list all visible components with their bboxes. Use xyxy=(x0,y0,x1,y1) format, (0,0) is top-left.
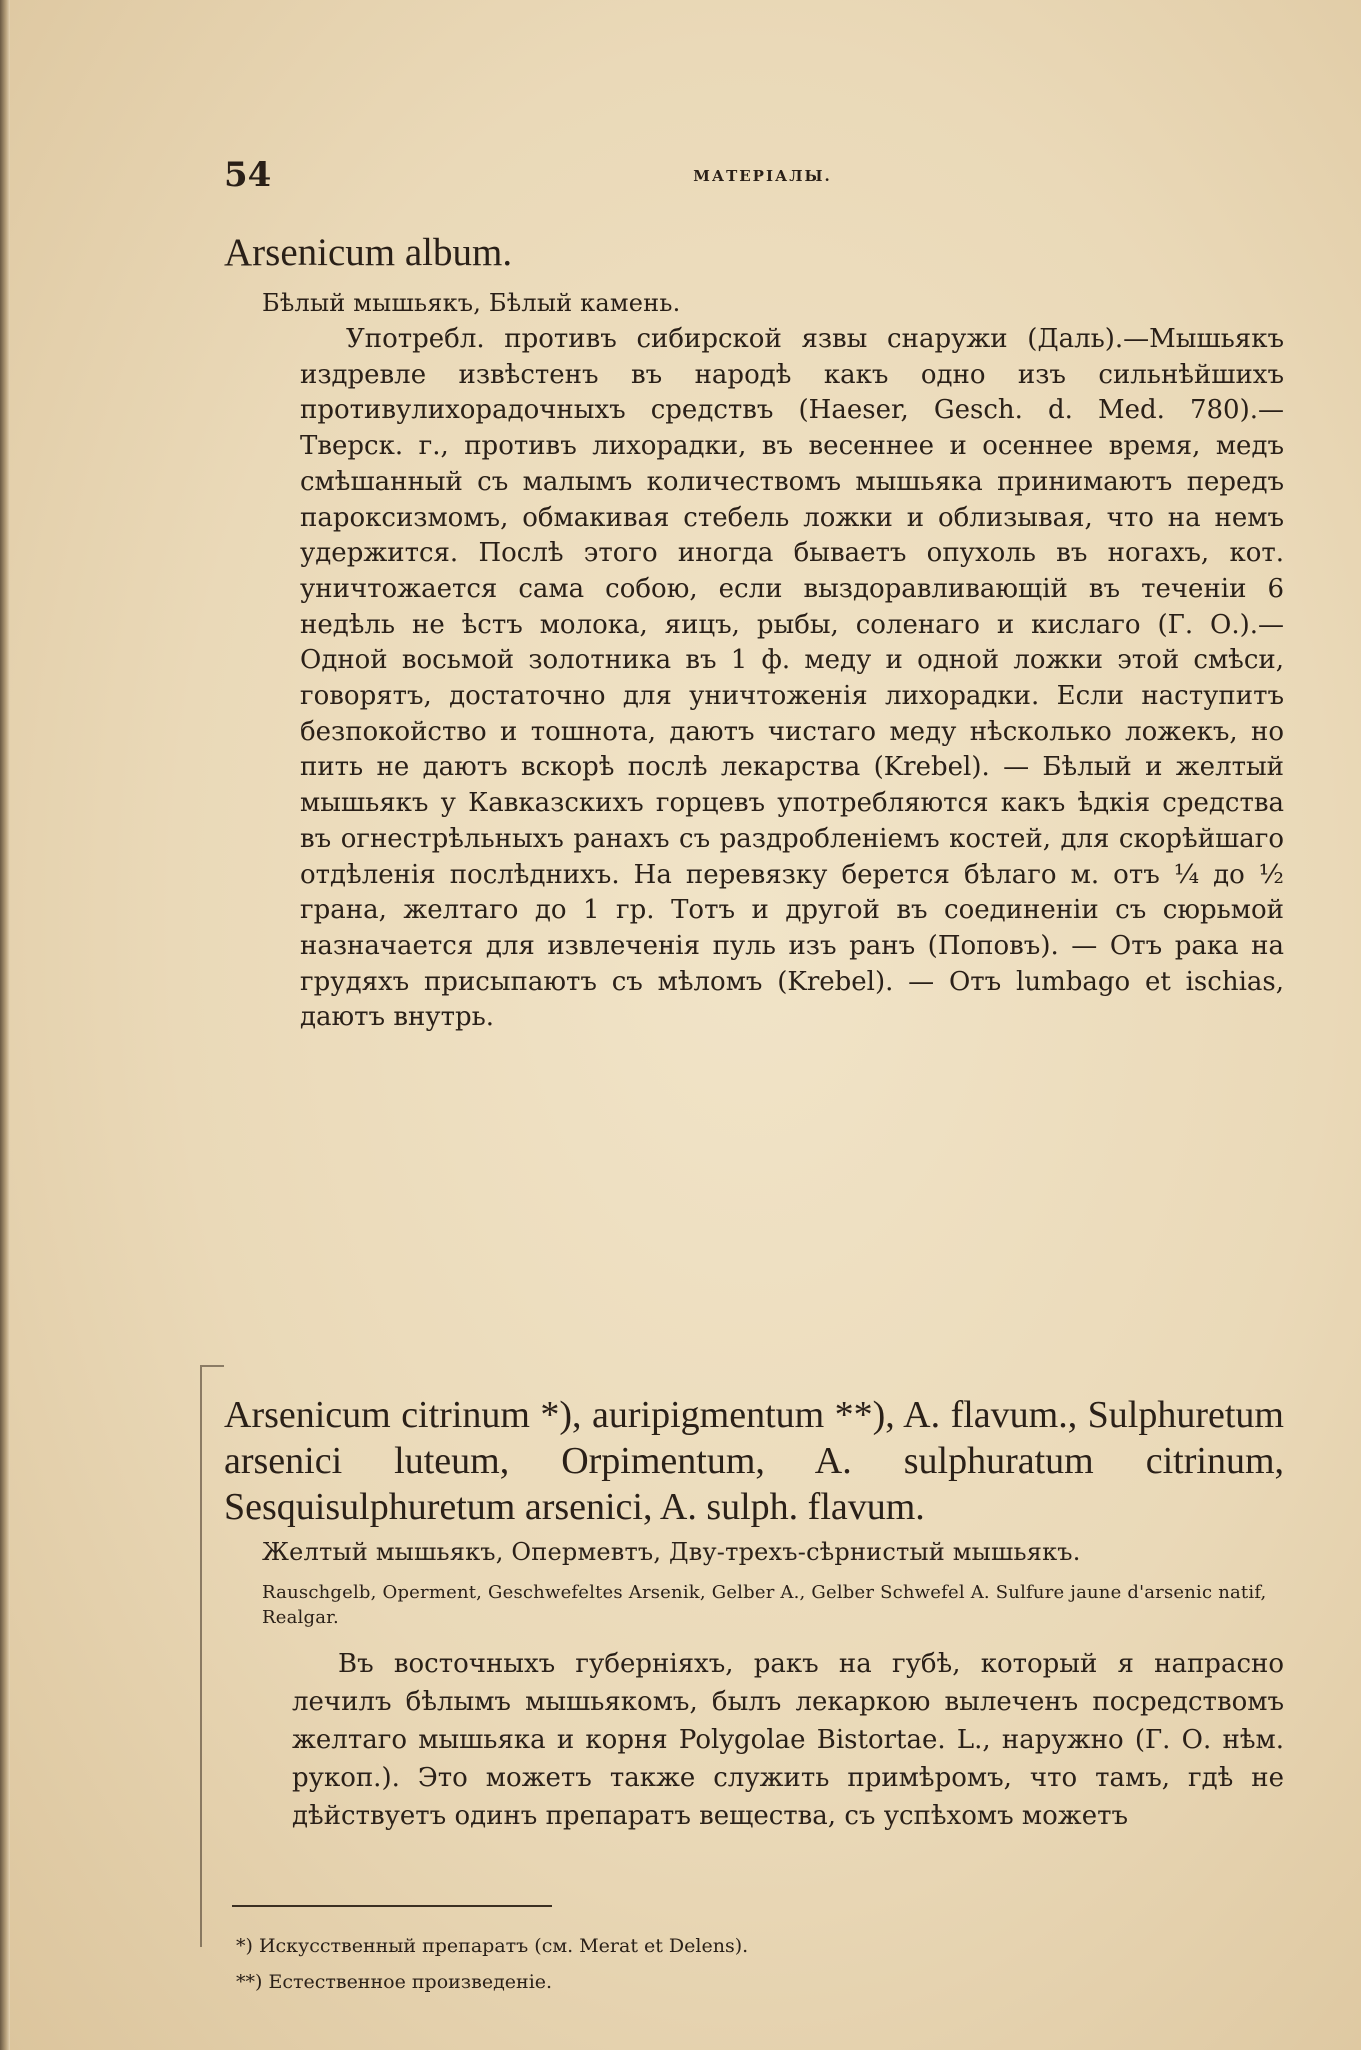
book-page xyxy=(10,0,1361,2050)
footnote-1: *) Искусственный препаратъ (см. Merat et Delens). xyxy=(236,1935,749,1957)
entry2-title: Arsenicum citrinum *), auripigmentum **), A. flavum., Sulphuretum arsenici luteum, Orpimentum, A. sulphuratum citrinum, Sesquisulphuretum arsenici, A. sulph. flavum. xyxy=(224,1394,1284,1528)
running-head: МАТЕРІАЛЫ. xyxy=(693,167,832,185)
entry2-body: Въ восточныхъ губерніяхъ, ракъ на губѣ, который я напрасно лечилъ бѣлымъ мышьякомъ, былъ лекаркою вылеченъ посредствомъ желтаго мышьяка и корня Polygolae Bistortae. L., наружно (Г. О. нѣм. рукоп.). Это можетъ также служить примѣромъ, что тамъ, гдѣ не дѣйствуетъ одинъ препаратъ вещества, съ успѣхомъ можетъ xyxy=(292,1649,1284,1831)
footnote-rule xyxy=(232,1905,552,1907)
entry1-russian-names: Бѣлый мышьякъ, Бѣлый камень. xyxy=(262,289,681,317)
entry2-foreign-names: Rauschgelb, Operment, Geschwefeltes Arsenik, Gelber A., Gelber Schwefel A. Sulfure jaune d'arsenic natif, Realgar. xyxy=(262,1582,1267,1628)
footnote-2: **) Естественное произведеніе. xyxy=(236,1971,553,1993)
entry1-title: Arsenicum album. xyxy=(224,231,513,274)
page-header xyxy=(224,155,1301,195)
margin-bracket-mark xyxy=(200,1365,224,1947)
page-number: 54 xyxy=(224,155,272,195)
binding-edge xyxy=(0,0,10,2050)
entry2-russian-names: Желтый мышьякъ, Опермевтъ, Дву-трехъ-сѣрнистый мышьякъ. xyxy=(262,1538,1081,1566)
footnotes xyxy=(236,1928,748,2000)
entry1-body: Употребл. противъ сибирской язвы снаружи (Даль).—Мышьякъ издревле извѣстенъ въ народѣ какъ одно изъ сильнѣйшихъ противулихорадочныхъ средствъ (Haeser, Gesch. d. Med. 780).—Тверск. г., противъ лихорадки, въ весеннее и осеннее время, медъ смѣшанный съ малымъ количествомъ мышьяка принимаютъ передъ пароксизмомъ, обмакивая стебель ложки и облизывая, что на немъ удержится. Послѣ этого иногда бываетъ опухоль въ ногахъ, кот. уничтожается сама собою, если выздоравливающій въ теченіи 6 недѣль не ѣстъ молока, яицъ, рыбы, соленаго и кислаго (Г. О.).—Одной восьмой золотника въ 1 ф. меду и одной ложки этой смѣси, говорятъ, достаточно для уничтоженія лихорадки. Если наступитъ безпокойство и тошнота, даютъ чистаго меду нѣсколько ложекъ, но пить не даютъ вскорѣ послѣ лекарства (Krebel). — Бѣлый и желтый мышьякъ у Кавказскихъ горцевъ употребляются какъ ѣдкія средства въ огнестрѣльныхъ ранахъ съ раздробленіемъ костей, для скорѣйшаго отдѣленія послѣднихъ. На перевязку берется бѣлаго м. отъ ¼ до ½ грана, желтаго до 1 гр. Тотъ и другой въ соединеніи съ сюрьмой назначается для извлеченія пуль изъ ранъ (Поповъ). — Отъ рака на грудяхъ присыпаютъ съ мѣломъ (Krebel). — Отъ lumbago et ischias, даютъ внутрь. xyxy=(300,324,1284,1033)
